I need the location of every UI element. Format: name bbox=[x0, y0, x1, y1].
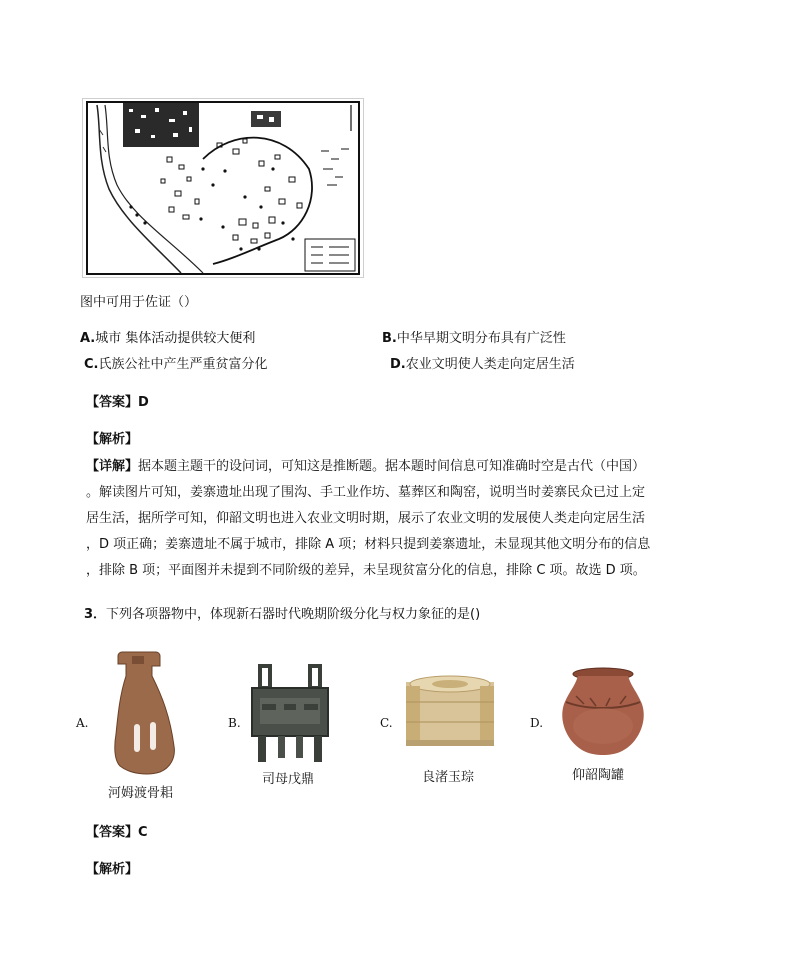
option-d-key[interactable]: D. bbox=[530, 716, 544, 730]
jiangzhai-site-plan bbox=[83, 99, 363, 277]
option-c-key[interactable]: C. bbox=[380, 716, 393, 730]
jade-cong-image bbox=[402, 672, 498, 750]
detail-label: 【详解】 bbox=[86, 459, 139, 474]
detail-line-5: ，排除 B 项；平面图并未提到不同阶级的差异，未呈现贫富分化的信息，排除 C 项。故选 D 项。 bbox=[86, 563, 646, 578]
option-text: 氏族公社中产生严重贫富分化 bbox=[98, 357, 268, 372]
option-d[interactable] bbox=[390, 356, 575, 374]
option-key: A. bbox=[80, 331, 96, 346]
option-key: D. bbox=[390, 357, 406, 372]
bronze-ding-image bbox=[248, 664, 332, 766]
option-text: 城市 集体活动提供较大便利 bbox=[95, 331, 256, 346]
option-b[interactable] bbox=[382, 330, 566, 348]
answer-value: C bbox=[138, 825, 148, 840]
detail-line-3: 居生活，据所学可知，仰韶文明也进入农业文明时期，展示了农业文明的发展使人类走向定居生活 bbox=[86, 511, 646, 526]
option-b-key[interactable]: B. bbox=[228, 716, 241, 730]
site-plan-map bbox=[82, 98, 364, 278]
answer-line-3 bbox=[86, 824, 148, 842]
analysis-label-3: 【解析】 bbox=[86, 862, 139, 877]
option-a-key[interactable]: A. bbox=[76, 716, 89, 730]
answer-label: 【答案】 bbox=[86, 825, 139, 840]
option-a[interactable] bbox=[80, 330, 255, 348]
detail-line-1: 【详解】据本题主题干的设问词，可知这是推断题。据本题时间信息可知准确时空是古代（中国） bbox=[86, 459, 646, 474]
answer-label: 【答案】 bbox=[86, 395, 139, 410]
answer-value: D bbox=[138, 395, 149, 410]
detail-paragraph bbox=[86, 454, 686, 584]
bone-spade-image bbox=[100, 646, 190, 776]
option-text: 农业文明使人类走向定居生活 bbox=[405, 357, 575, 372]
pottery-jar-image bbox=[556, 666, 650, 758]
option-key: B. bbox=[382, 331, 397, 346]
option-c[interactable] bbox=[84, 356, 268, 374]
answer-line bbox=[86, 394, 149, 412]
question-number: 3． bbox=[84, 607, 107, 622]
analysis-label: 【解析】 bbox=[86, 432, 139, 447]
question-3-stem: 3．下列各项器物中，体现新石器时代晚期阶级分化与权力象征的是() bbox=[84, 607, 481, 622]
caption-b: 司母戊鼎 bbox=[262, 772, 315, 787]
caption-d: 仰韶陶罐 bbox=[572, 768, 625, 783]
detail-line-2: 。解读图片可知，姜寨遗址出现了围沟、手工业作坊、墓葬区和陶窑，说明当时姜寨民众已过上定 bbox=[86, 485, 646, 500]
caption-c: 良渚玉琮 bbox=[422, 770, 475, 785]
option-text: 中华早期文明分布具有广泛性 bbox=[396, 331, 566, 346]
option-key: C. bbox=[84, 357, 99, 372]
question-stem: 图中可用于佐证（） bbox=[80, 295, 198, 310]
caption-a: 河姆渡骨耜 bbox=[108, 786, 174, 801]
detail-line-4: ，D 项正确；姜寨遗址不属于城市，排除 A 项；材料只提到姜寨遗址，未显现其他文明分布的信息 bbox=[86, 537, 651, 552]
